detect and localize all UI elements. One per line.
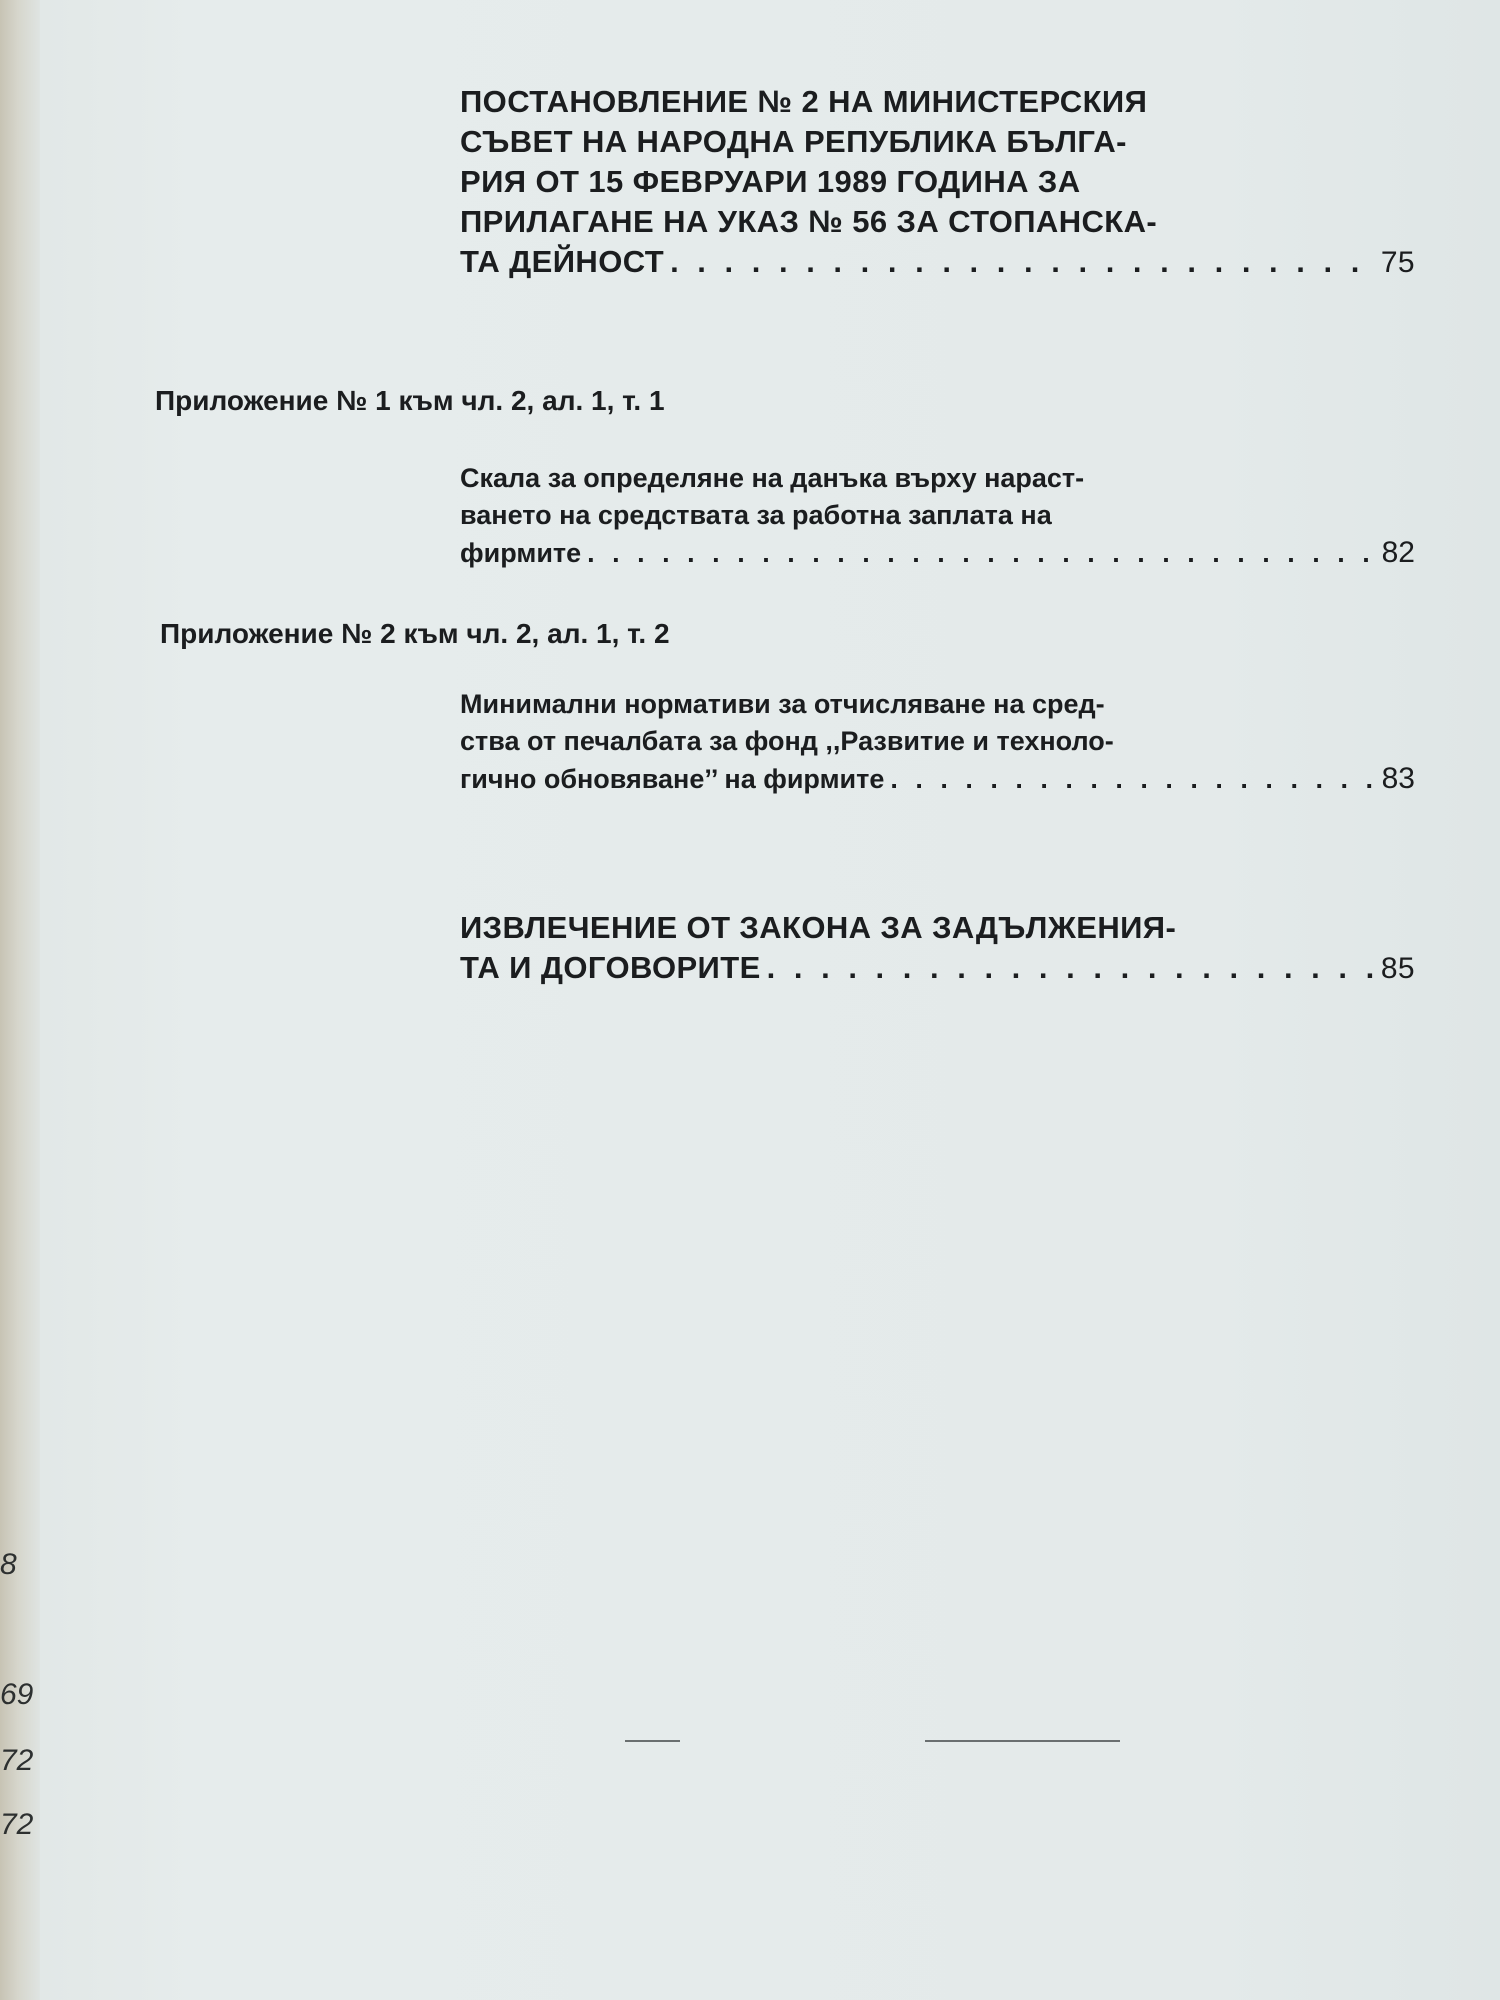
page-number: 85 (1380, 952, 1415, 985)
toc-entry-line: Скала за определяне на данъка върху нараст- (460, 463, 1085, 493)
appendix-2-heading: Приложение № 2 към чл. 2, ал. 1, т. 2 (160, 618, 670, 649)
toc-entry-line: СЪВЕТ НА НАРОДНА РЕПУБЛИКА БЪЛГА- (460, 124, 1127, 159)
page-number: 82 (1381, 536, 1415, 569)
facing-page-number: 8 (0, 1548, 17, 1581)
toc-entry-leader-line (460, 242, 1415, 283)
facing-page-number: 72 (0, 1744, 34, 1777)
toc-entry-appendix-2 (460, 686, 1415, 798)
toc-entry-leader-line (460, 760, 1415, 798)
toc-entry-line: ТА ДЕЙНОСТ (460, 244, 665, 279)
page-number: 83 (1381, 762, 1415, 795)
dot-leader (587, 535, 1375, 572)
dot-leader (767, 948, 1375, 988)
page-number: 75 (1380, 246, 1415, 279)
footer-rule-short (625, 1740, 680, 1742)
toc-entry-leader-line (460, 948, 1415, 989)
toc-entry-line: ПРИЛАГАНЕ НА УКАЗ № 56 ЗА СТОПАНСКА- (460, 204, 1158, 239)
facing-page-number: 72 (0, 1808, 34, 1841)
toc-entry-line: РИЯ ОТ 15 ФЕВРУАРИ 1989 ГОДИНА ЗА (460, 164, 1081, 199)
toc-entry-line: ИЗВЛЕЧЕНИЕ ОТ ЗАКОНА ЗА ЗАДЪЛЖЕНИЯ- (460, 910, 1177, 945)
toc-entry-line: фирмите (460, 538, 582, 568)
toc-entry-line: Минимални нормативи за отчисляване на сред- (460, 689, 1105, 719)
toc-entry-appendix-1 (460, 460, 1415, 572)
toc-entry-decree (460, 82, 1415, 283)
dot-leader (890, 761, 1375, 798)
appendix-1-heading: Приложение № 1 към чл. 2, ал. 1, т. 1 (155, 385, 665, 416)
toc-entry-line: ването на средствата за работна заплата на (460, 500, 1052, 530)
toc-entry-line: гично обновяване’’ на фирмите (460, 764, 885, 794)
toc-entry-leader-line (460, 534, 1415, 572)
toc-entry-line: ПОСТАНОВЛЕНИЕ № 2 НА МИНИСТЕРСКИЯ (460, 84, 1148, 119)
toc-entry-extract (460, 908, 1415, 989)
dot-leader (670, 242, 1375, 282)
toc-entry-line: ТА И ДОГОВОРИТЕ (460, 950, 761, 985)
footer-rule-long (925, 1740, 1120, 1742)
toc-entry-line: ства от печалбата за фонд ,,Развитие и техноло- (460, 726, 1114, 756)
facing-page-number: 69 (0, 1678, 34, 1711)
